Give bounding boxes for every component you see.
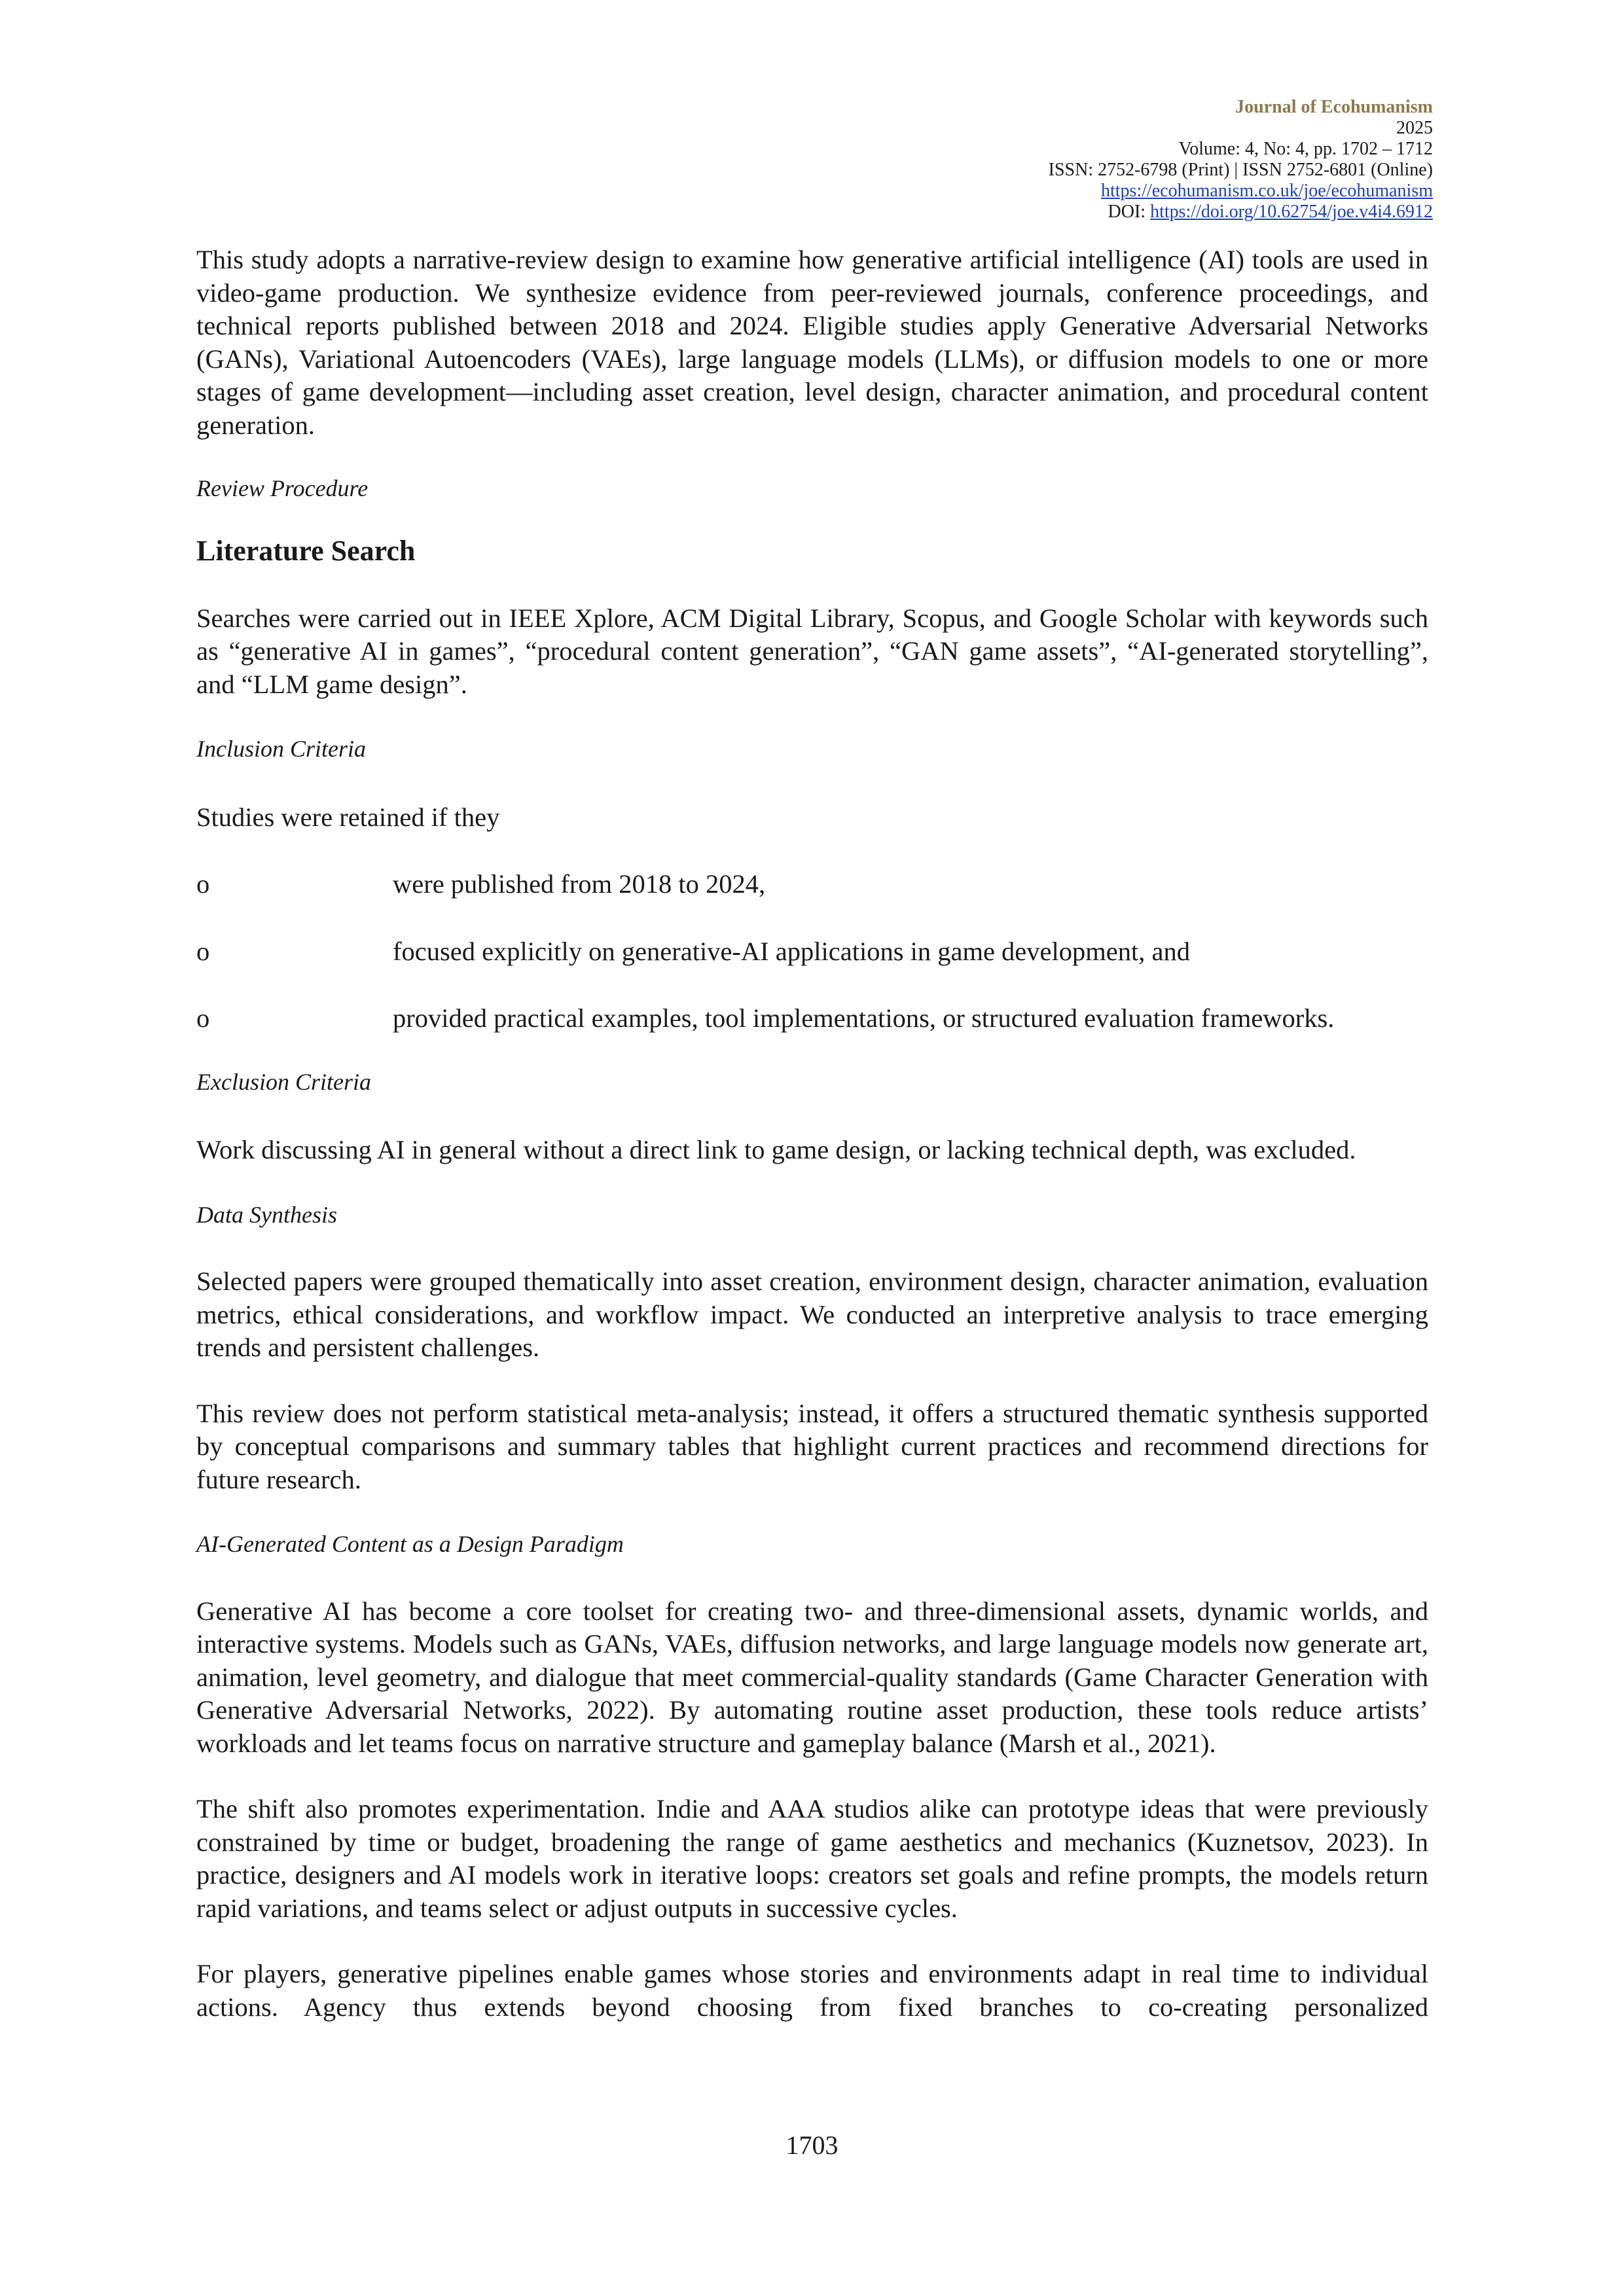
exclusion-paragraph: Work discussing AI in general without a direct link to game design, or lacking technical depth, was excluded.: [196, 1135, 1356, 1164]
review-procedure-subheading: Review Procedure: [196, 475, 369, 501]
synthesis-paragraph-1: Selected papers were grouped thematically into asset creation, environment design, character animation, evaluation metrics, ethical considerations, and workflow impact. We conducted an interpretive analysis to trace emerging trends and persistent challenges.: [196, 1266, 1428, 1362]
list-item: [196, 935, 1428, 969]
list-item-text: were published from 2018 to 2024,: [393, 869, 766, 899]
intro-paragraph: This study adopts a narrative-review design to examine how generative artificial intelligence (AI) tools are used in video-game production. We synthesize evidence from peer-reviewed journals, conference proceedings, and technical reports published between 2018 and 2024. Eligible studies apply Generative Adversarial Networks (GANs), Variational Autoencoders (VAEs), large language models (LLMs), or diffusion models to one or more stages of game development—including asset creation, level design, character animation, and procedural content generation.: [196, 245, 1428, 440]
bullet-marker: o: [196, 869, 210, 899]
volume-info: Volume: 4, No: 4, pp. 1702 – 1712: [1178, 139, 1433, 159]
doi-label: DOI:: [1108, 202, 1151, 222]
publication-year: 2025: [1396, 118, 1433, 138]
journal-title: Journal of Ecohumanism: [1235, 97, 1433, 117]
journal-url-link[interactable]: https://ecohumanism.co.uk/joe/ecohumanism: [1100, 181, 1433, 201]
journal-header: [1049, 97, 1433, 223]
doi-link[interactable]: https://doi.org/10.62754/joe.v4i4.6912: [1150, 202, 1433, 222]
page-number: 1703: [785, 2130, 839, 2160]
list-item: [196, 868, 1428, 901]
list-item-text: focused explicitly on generative-AI applications in game development, and: [393, 936, 1190, 966]
literature-search-paragraph: Searches were carried out in IEEE Xplore, ACM Digital Library, Scopus, and Google Scholar with keywords such as “generative AI in games”, “procedural content generation”, “GAN game assets”, “AI-generated storytelling”, and “LLM game design”.: [196, 603, 1428, 699]
paradigm-paragraph-3: For players, generative pipelines enable games whose stories and environments adapt in real time to individual actions. Agency thus extends beyond choosing from fixed branches to co-creating personalized: [196, 1959, 1428, 2022]
paradigm-paragraph-1: Generative AI has become a core toolset for creating two- and three-dimensional assets, dynamic worlds, and interactive systems. Models such as GANs, VAEs, diffusion networks, and large language models now generate art, animation, level geometry, and dialogue that meet commercial-quality standards (Game Character Generation with Generative Adversarial Networks, 2022). By automating routine asset production, these tools reduce artists’ workloads and let teams focus on narrative structure and gameplay balance (Marsh et al., 2021).: [196, 1596, 1428, 1758]
list-item-text: provided practical examples, tool implementations, or structured evaluation frameworks.: [393, 1003, 1335, 1033]
exclusion-criteria-subheading: Exclusion Criteria: [196, 1068, 371, 1095]
data-synthesis-subheading: Data Synthesis: [196, 1201, 337, 1228]
literature-search-heading: Literature Search: [196, 534, 416, 567]
issn-info: ISSN: 2752-6798 (Print) | ISSN 2752-6801 (Online): [1048, 160, 1433, 180]
inclusion-criteria-subheading: Inclusion Criteria: [196, 736, 366, 762]
synthesis-paragraph-2: This review does not perform statistical meta-analysis; instead, it offers a structured thematic synthesis supported by conceptual comparisons and summary tables that highlight current practices and recommend directions for future research.: [196, 1398, 1428, 1494]
article-body: [196, 243, 1428, 2024]
bullet-marker: o: [196, 936, 210, 966]
design-paradigm-subheading: AI-Generated Content as a Design Paradigm: [196, 1531, 624, 1557]
doi-line: [1049, 202, 1433, 223]
list-item: [196, 1002, 1428, 1035]
bullet-marker: o: [196, 1003, 210, 1033]
paradigm-paragraph-2: The shift also promotes experimentation. Indie and AAA studios alike can prototype ideas that were previously constrained by time or budget, broadening the range of game aesthetics and mechanics (Kuznetsov, 2023). In practice, designers and AI models work in iterative loops: creators set goals and refine prompts, the models return rapid variations, and teams select or adjust outputs in successive cycles.: [196, 1794, 1428, 1923]
inclusion-intro-paragraph: Studies were retained if they: [196, 802, 500, 832]
